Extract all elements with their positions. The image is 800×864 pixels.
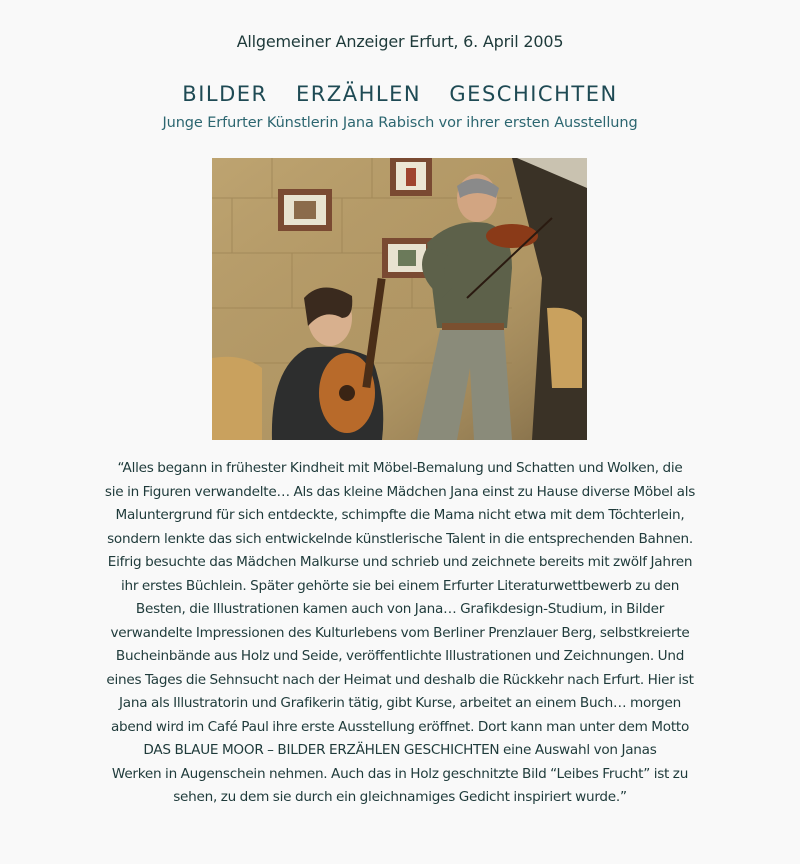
body-line: Maluntergrund für sich entdeckte, schimpfte die Mama nicht etwa mit dem Töchterlein, xyxy=(115,507,685,523)
body-line: Eifrig besuchte das Mädchen Malkurse und schrieb und zeichnete bereits mit zwölf Jahren xyxy=(107,554,693,570)
body-line: abend wird im Café Paul ihre erste Ausstellung eröffnet. Dort kann man unter dem Motto xyxy=(110,718,690,735)
body-line: “Alles begann in frühester Kindheit mit Möbel-Bemalung und Schatten und Wolken, die xyxy=(117,460,683,476)
article-photo xyxy=(212,158,587,440)
body-line: verwandelte Impressionen des Kulturlebens vom Berliner Prenzlauer Berg, selbstkreierte xyxy=(110,624,690,641)
body-line: Jana als Illustratorin und Grafikerin tätig, gibt Kurse, arbeitet an einem Buch… morgen xyxy=(119,695,681,711)
body-line: sondern lenkte das sich entwickelnde künstlerische Talent in die entsprechenden Bahnen. xyxy=(107,530,693,547)
body-line: Besten, die Illustrationen kamen auch von Jana… Grafikdesign-Studium, in Bilder xyxy=(135,601,665,617)
source-line: Allgemeiner Anzeiger Erfurt, 6. April 2005 xyxy=(236,32,564,51)
article-body xyxy=(48,457,752,810)
body-line: Bucheinbände aus Holz und Seide, veröffentlichte Illustrationen und Zeichnungen. Und xyxy=(115,648,685,664)
body-line: sehen, zu dem sie durch ein gleichnamiges Gedicht inspiriert wurde.” xyxy=(173,789,627,805)
body-line: ihr erstes Büchlein. Später gehörte sie bei einem Erfurter Literaturwettbewerb zu den xyxy=(120,577,680,594)
headline: BILDER ERZÄHLEN GESCHICHTEN xyxy=(182,82,618,106)
musicians-photo-illustration xyxy=(212,158,587,440)
body-line: DAS BLAUE MOOR – BILDER ERZÄHLEN GESCHICHTEN eine Auswahl von Janas xyxy=(143,742,657,758)
subheadline: Junge Erfurter Künstlerin Jana Rabisch vor ihrer ersten Ausstellung xyxy=(162,115,638,131)
body-line: Werken in Augenschein nehmen. Auch das in Holz geschnitzte Bild “Leibes Frucht” ist zu xyxy=(111,765,689,782)
body-line: sie in Figuren verwandelte… Als das kleine Mädchen Jana einst zu Hause diverse Möbel als xyxy=(104,483,696,500)
body-line: eines Tages die Sehnsucht nach der Heimat und deshalb die Rückkehr nach Erfurt. Hier ist xyxy=(106,671,694,688)
